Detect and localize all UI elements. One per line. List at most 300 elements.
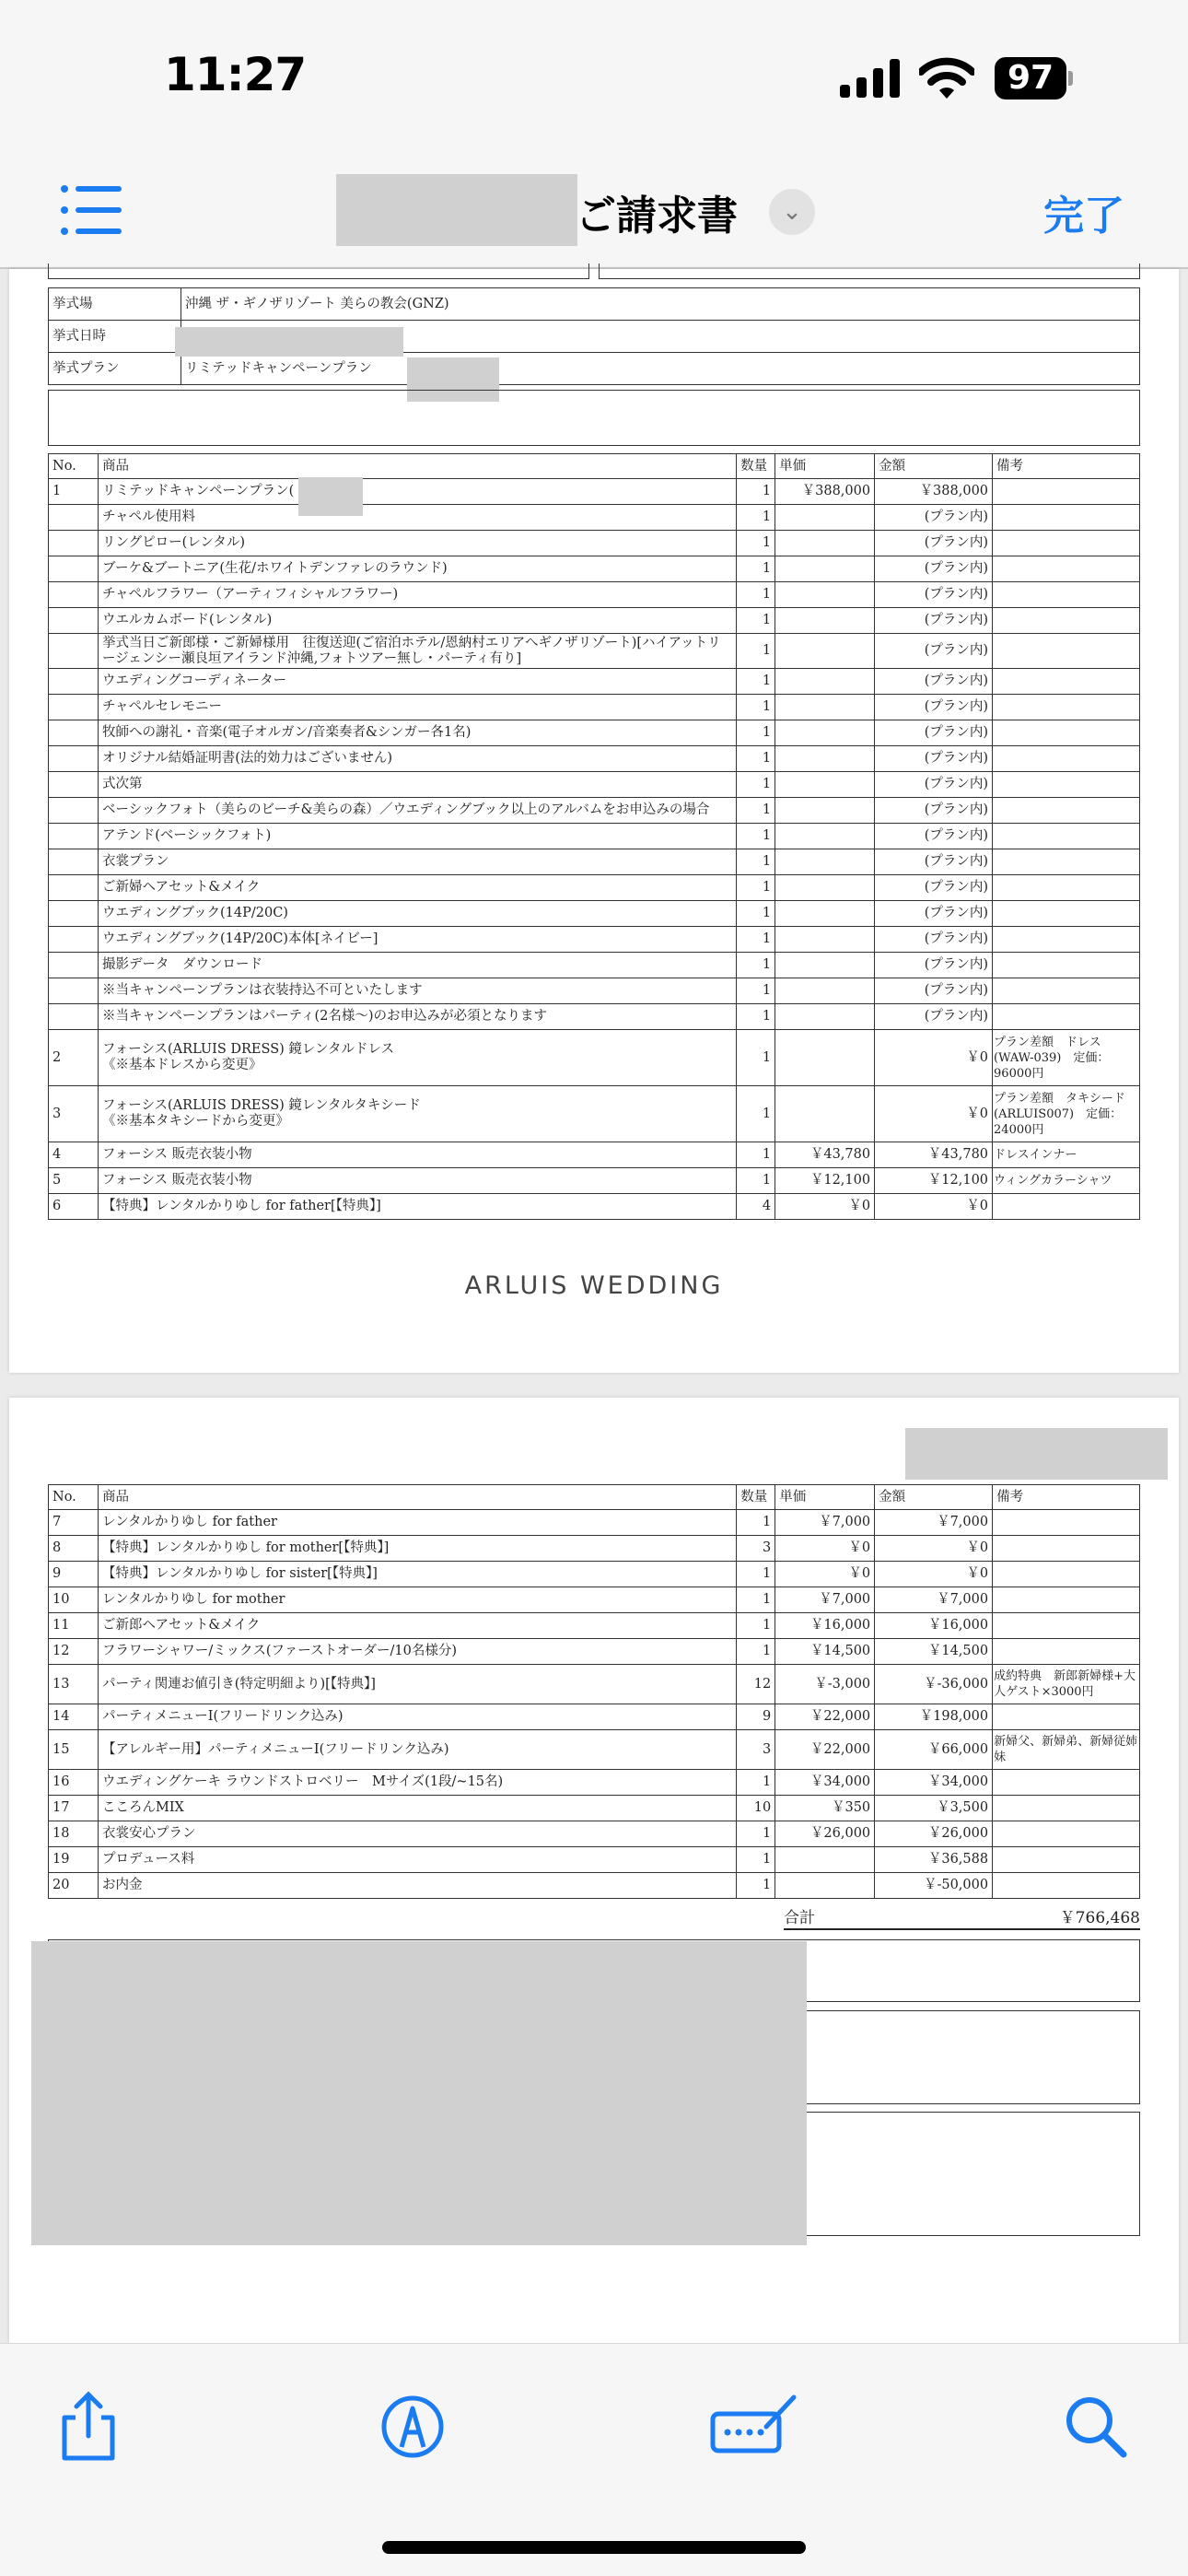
table-row [49, 875, 1140, 901]
item-no [49, 720, 99, 746]
item-unit-price [775, 634, 875, 669]
table-row [49, 1510, 1140, 1536]
item-qty: 1 [737, 1770, 775, 1796]
item-no: 17 [49, 1796, 99, 1821]
table-row [49, 1086, 1140, 1142]
item-unit-price: ￥34,000 [775, 1770, 875, 1796]
table-row [49, 669, 1140, 695]
table-row [49, 582, 1140, 608]
item-note [993, 1704, 1140, 1730]
table-header-row [49, 454, 1140, 479]
header-box-right [599, 263, 1140, 279]
item-unit-price [775, 582, 875, 608]
item-note [993, 1004, 1140, 1030]
item-qty: 1 [737, 1562, 775, 1587]
share-icon[interactable] [52, 2390, 125, 2464]
item-qty: 1 [737, 1587, 775, 1613]
item-name: フォーシス 販売衣装小物 [98, 1168, 736, 1194]
item-note [993, 582, 1140, 608]
status-bar [0, 0, 1188, 157]
info-label: 挙式場 [49, 288, 181, 321]
item-name: ブーケ&ブートニア(生花/ホワイトデンファレのラウンド) [98, 556, 736, 582]
item-unit-price [775, 720, 875, 746]
item-qty: 1 [737, 1004, 775, 1030]
item-amount: ￥-50,000 [875, 1873, 993, 1899]
item-amount: ￥198,000 [875, 1704, 993, 1730]
item-no: 9 [49, 1562, 99, 1587]
invoice-items-table-2 [48, 1484, 1140, 1899]
info-row [49, 353, 1140, 385]
table-row [49, 978, 1140, 1004]
table-row [49, 798, 1140, 824]
item-name: オリジナル結婚証明書(法的効力はございません) [98, 746, 736, 772]
redacted-payment-info [31, 1941, 807, 2245]
item-no [49, 608, 99, 634]
item-amount: ￥26,000 [875, 1821, 993, 1847]
item-qty: 1 [737, 695, 775, 720]
info-value: リミテッドキャンペーンプラン [181, 353, 1140, 385]
brand-footer: ARLUIS WEDDING [464, 1271, 724, 1300]
total-value: ￥766,468 [1059, 1909, 1140, 1927]
column-header: 商品 [98, 454, 736, 479]
item-no: 10 [49, 1587, 99, 1613]
item-amount: (プラン内) [875, 901, 993, 927]
item-amount: ￥34,000 [875, 1770, 993, 1796]
status-time: 11:27 [164, 48, 307, 101]
info-value: 沖縄 ザ・ギノザリゾート 美らの教会(GNZ) [181, 288, 1140, 321]
item-note: 成約特典 新郎新婦様+大人ゲスト×3000円 [993, 1665, 1140, 1704]
item-note: プラン差額 ドレス(WAW-039) 定価：96000円 [993, 1030, 1140, 1086]
item-note [993, 505, 1140, 531]
item-name: 撮影データ ダウンロード [98, 953, 736, 978]
item-no: 4 [49, 1142, 99, 1168]
document-page-1 [9, 269, 1179, 1373]
item-qty: 1 [737, 479, 775, 505]
item-qty: 1 [737, 772, 775, 798]
item-name: 牧師への謝礼・音楽(電子オルガン/音楽奏者&シンガー各1名) [98, 720, 736, 746]
table-row [49, 953, 1140, 978]
item-amount: ￥43,780 [875, 1142, 993, 1168]
signature-keyboard-icon[interactable] [709, 2390, 801, 2464]
battery-level: 97 [1007, 59, 1054, 97]
item-unit-price: ￥7,000 [775, 1510, 875, 1536]
item-qty: 4 [737, 1194, 775, 1220]
item-no: 2 [49, 1030, 99, 1086]
item-name: ※当キャンペーンプランは衣装持込不可といたします [98, 978, 736, 1004]
item-name: チャペル使用料 [98, 505, 736, 531]
item-note [993, 875, 1140, 901]
item-qty: 1 [737, 1168, 775, 1194]
header-box-left [48, 263, 589, 279]
item-qty: 1 [737, 1847, 775, 1873]
item-amount: ￥0 [875, 1086, 993, 1142]
item-no: 13 [49, 1665, 99, 1704]
item-name: ウエディングブック(14P/20C)本体[ネイビー] [98, 927, 736, 953]
item-no: 16 [49, 1770, 99, 1796]
item-note [993, 1613, 1140, 1639]
item-no [49, 901, 99, 927]
chevron-down-icon[interactable]: ⌄ [769, 189, 815, 235]
item-unit-price [775, 978, 875, 1004]
table-row [49, 927, 1140, 953]
table-row [49, 746, 1140, 772]
item-amount: ￥16,000 [875, 1613, 993, 1639]
item-no: 18 [49, 1821, 99, 1847]
markup-pen-icon[interactable] [376, 2390, 449, 2464]
item-qty: 1 [737, 798, 775, 824]
item-qty: 1 [737, 720, 775, 746]
item-amount: ￥0 [875, 1536, 993, 1562]
item-note: ウィングカラーシャツ [993, 1168, 1140, 1194]
item-unit-price [775, 875, 875, 901]
item-no [49, 953, 99, 978]
item-name: こころんMIX [98, 1796, 736, 1821]
item-qty: 1 [737, 556, 775, 582]
item-name: チャペルセレモニー [98, 695, 736, 720]
item-qty: 1 [737, 1510, 775, 1536]
item-no: 8 [49, 1536, 99, 1562]
item-no [49, 505, 99, 531]
table-row [49, 1142, 1140, 1168]
item-amount: (プラン内) [875, 582, 993, 608]
item-no [49, 927, 99, 953]
item-name: リングピロー(レンタル) [98, 531, 736, 556]
table-row [49, 1168, 1140, 1194]
item-name: フォーシス(ARLUIS DRESS) 鏡レンタルタキシード 《※基本タキシードから変更》 [98, 1086, 736, 1142]
item-amount: ￥0 [875, 1194, 993, 1220]
item-note [993, 1847, 1140, 1873]
item-name: ご新婦ヘアセット&メイク [98, 875, 736, 901]
item-amount: (プラン内) [875, 720, 993, 746]
item-name: ご新郎ヘアセット&メイク [98, 1613, 736, 1639]
item-amount: (プラン内) [875, 608, 993, 634]
item-qty: 1 [737, 531, 775, 556]
item-amount: (プラン内) [875, 1004, 993, 1030]
table-row [49, 1536, 1140, 1562]
item-no: 6 [49, 1194, 99, 1220]
item-note [993, 953, 1140, 978]
item-amount: (プラン内) [875, 849, 993, 875]
item-qty: 1 [737, 1639, 775, 1665]
item-amount: (プラン内) [875, 634, 993, 669]
item-qty: 1 [737, 1142, 775, 1168]
item-unit-price: ￥7,000 [775, 1587, 875, 1613]
item-name: ※当キャンペーンプランはパーティ(2名様〜)のお申込みが必須となります [98, 1004, 736, 1030]
item-qty: 1 [737, 634, 775, 669]
item-unit-price [775, 695, 875, 720]
item-amount: (プラン内) [875, 505, 993, 531]
table-row [49, 824, 1140, 849]
notes-box [48, 390, 1140, 446]
item-qty: 1 [737, 1821, 775, 1847]
item-name: ウエディングケーキ ラウンドストロベリー Mサイズ(1段/~15名) [98, 1770, 736, 1796]
item-qty: 1 [737, 505, 775, 531]
item-name: 【特典】レンタルかりゆし for sister[【特典】] [98, 1562, 736, 1587]
total-label: 合計 [784, 1909, 815, 1927]
table-row [49, 901, 1140, 927]
item-unit-price: ￥12,100 [775, 1168, 875, 1194]
item-name: お内金 [98, 1873, 736, 1899]
item-no [49, 556, 99, 582]
table-row [49, 720, 1140, 746]
table-row [49, 1004, 1140, 1030]
item-no: 7 [49, 1510, 99, 1536]
item-note [993, 1796, 1140, 1821]
item-note [993, 1194, 1140, 1220]
item-name: フォーシス(ARLUIS DRESS) 鏡レンタルドレス 《※基本ドレスから変更》 [98, 1030, 736, 1086]
item-qty: 12 [737, 1665, 775, 1704]
table-row [49, 1730, 1140, 1770]
item-unit-price [775, 824, 875, 849]
table-row [49, 1194, 1140, 1220]
item-amount: (プラン内) [875, 798, 993, 824]
item-name: 【特典】レンタルかりゆし for mother[【特典】] [98, 1536, 736, 1562]
item-no: 11 [49, 1613, 99, 1639]
item-no [49, 746, 99, 772]
table-row [49, 772, 1140, 798]
item-note [993, 798, 1140, 824]
item-qty: 9 [737, 1704, 775, 1730]
item-name: 挙式当日ご新郎様・ご新婦様用 往復送迎(ご宿泊ホテル/恩納村エリアへギノザリゾート)[ハイアットリージェンシー瀬良垣アイランド沖縄,フォトツアー無し・パーティ有り] [98, 634, 736, 669]
item-note [993, 1562, 1140, 1587]
item-name: ウエディングブック(14P/20C) [98, 901, 736, 927]
item-amount: ￥12,100 [875, 1168, 993, 1194]
info-row [49, 288, 1140, 321]
item-note [993, 824, 1140, 849]
item-amount: ￥0 [875, 1030, 993, 1086]
item-amount: ￥7,000 [875, 1587, 993, 1613]
home-indicator[interactable] [382, 2541, 806, 2554]
column-header: 数量 [737, 1485, 775, 1510]
item-name: ベーシックフォト（美らのビーチ&美らの森）／ウエディングブック以上のアルバムをお申込みの場合 [98, 798, 736, 824]
item-no [49, 1004, 99, 1030]
item-no [49, 582, 99, 608]
table-row [49, 1796, 1140, 1821]
cellular-signal-icon [840, 59, 901, 98]
item-name: レンタルかりゆし for mother [98, 1587, 736, 1613]
item-note [993, 927, 1140, 953]
item-no: 1 [49, 479, 99, 505]
item-unit-price [775, 669, 875, 695]
table-row [49, 505, 1140, 531]
item-note: プラン差額 タキシード(ARLUIS007) 定価：24000円 [993, 1086, 1140, 1142]
item-unit-price [775, 901, 875, 927]
item-name: プロデュース料 [98, 1847, 736, 1873]
list-menu-icon[interactable] [61, 184, 125, 236]
item-note [993, 1639, 1140, 1665]
item-note [993, 669, 1140, 695]
item-unit-price: ￥0 [775, 1562, 875, 1587]
item-note: 新婦父、新婦弟、新婦従姉妹 [993, 1730, 1140, 1770]
item-amount: (プラン内) [875, 927, 993, 953]
table-row [49, 1770, 1140, 1796]
redacted-title-prefix [336, 174, 577, 246]
table-header-row [49, 1485, 1140, 1510]
item-unit-price: ￥0 [775, 1536, 875, 1562]
item-amount: ￥0 [875, 1562, 993, 1587]
item-amount: ￥14,500 [875, 1639, 993, 1665]
item-note [993, 634, 1140, 669]
item-note [993, 1873, 1140, 1899]
item-note [993, 1510, 1140, 1536]
item-qty: 1 [737, 1086, 775, 1142]
item-name: アテンド(ベーシックフォト) [98, 824, 736, 849]
item-unit-price [775, 927, 875, 953]
item-amount: ￥66,000 [875, 1730, 993, 1770]
column-header: 単価 [775, 1485, 875, 1510]
item-unit-price: ￥-3,000 [775, 1665, 875, 1704]
table-row [49, 1665, 1140, 1704]
item-amount: (プラン内) [875, 953, 993, 978]
table-row [49, 1030, 1140, 1086]
item-unit-price [775, 772, 875, 798]
item-name: ウエディングコーディネーター [98, 669, 736, 695]
item-note [993, 1587, 1140, 1613]
item-no: 3 [49, 1086, 99, 1142]
navigation-bar [0, 157, 1188, 269]
table-row [49, 1613, 1140, 1639]
redacted-date [175, 327, 403, 357]
item-amount: (プラン内) [875, 746, 993, 772]
item-note [993, 608, 1140, 634]
item-note [993, 1536, 1140, 1562]
search-icon[interactable] [1059, 2390, 1133, 2464]
item-qty: 1 [737, 746, 775, 772]
item-unit-price [775, 1873, 875, 1899]
item-unit-price: ￥26,000 [775, 1821, 875, 1847]
item-qty: 1 [737, 1030, 775, 1086]
item-name: チャペルフラワー（アーティフィシャルフラワー) [98, 582, 736, 608]
item-no: 5 [49, 1168, 99, 1194]
item-name: 【特典】レンタルかりゆし for father[【特典】] [98, 1194, 736, 1220]
table-row [49, 1704, 1140, 1730]
item-no: 14 [49, 1704, 99, 1730]
item-amount: (プラン内) [875, 875, 993, 901]
column-header: 備考 [993, 454, 1140, 479]
item-name: リミテッドキャンペーンプラン( [98, 479, 736, 505]
item-unit-price: ￥14,500 [775, 1639, 875, 1665]
item-amount: ￥3,500 [875, 1796, 993, 1821]
item-unit-price: ￥350 [775, 1796, 875, 1821]
item-qty: 1 [737, 582, 775, 608]
item-unit-price [775, 798, 875, 824]
item-qty: 10 [737, 1796, 775, 1821]
item-unit-price [775, 1086, 875, 1142]
item-unit-price [775, 608, 875, 634]
item-name: 【アレルギー用】パーティメニューⅠ(フリードリンク込み) [98, 1730, 736, 1770]
item-name: パーティメニューⅠ(フリードリンク込み) [98, 1704, 736, 1730]
item-qty: 1 [737, 608, 775, 634]
column-header: No. [49, 1485, 99, 1510]
item-note [993, 479, 1140, 505]
table-row [49, 531, 1140, 556]
done-button[interactable]: 完了 [1043, 193, 1124, 240]
table-row [49, 1821, 1140, 1847]
item-note [993, 901, 1140, 927]
table-row [49, 1587, 1140, 1613]
item-no: 19 [49, 1847, 99, 1873]
item-qty: 3 [737, 1730, 775, 1770]
item-note [993, 556, 1140, 582]
battery-cap-icon [1068, 71, 1073, 86]
item-amount: (プラン内) [875, 531, 993, 556]
table-row [49, 556, 1140, 582]
item-unit-price: ￥43,780 [775, 1142, 875, 1168]
item-unit-price [775, 556, 875, 582]
wifi-icon [919, 55, 974, 100]
item-note [993, 720, 1140, 746]
item-qty: 1 [737, 901, 775, 927]
item-qty: 1 [737, 978, 775, 1004]
battery-indicator [995, 57, 1066, 100]
item-no [49, 669, 99, 695]
item-name: パーティ関連お値引き(特定明細より)[【特典】] [98, 1665, 736, 1704]
item-amount: ￥-36,000 [875, 1665, 993, 1704]
item-amount: ￥388,000 [875, 479, 993, 505]
column-header: 商品 [98, 1485, 736, 1510]
item-qty: 1 [737, 875, 775, 901]
redacted-header [905, 1428, 1168, 1480]
item-no: 20 [49, 1873, 99, 1899]
item-amount: (プラン内) [875, 669, 993, 695]
item-qty: 1 [737, 927, 775, 953]
redacted-plan-name [298, 477, 363, 516]
item-qty: 1 [737, 1873, 775, 1899]
item-note [993, 695, 1140, 720]
table-row [49, 1847, 1140, 1873]
table-row [49, 1562, 1140, 1587]
table-row [49, 1639, 1140, 1665]
item-qty: 1 [737, 824, 775, 849]
column-header: 金額 [875, 1485, 993, 1510]
item-unit-price [775, 505, 875, 531]
item-note: ドレスインナー [993, 1142, 1140, 1168]
item-unit-price [775, 953, 875, 978]
item-name: 式次第 [98, 772, 736, 798]
item-note [993, 772, 1140, 798]
item-no: 12 [49, 1639, 99, 1665]
item-unit-price [775, 746, 875, 772]
item-amount: (プラン内) [875, 556, 993, 582]
item-unit-price [775, 1847, 875, 1873]
item-amount: ￥36,588 [875, 1847, 993, 1873]
item-note [993, 849, 1140, 875]
item-amount: (プラン内) [875, 824, 993, 849]
item-qty: 1 [737, 849, 775, 875]
item-no [49, 695, 99, 720]
item-name: ウエルカムボード(レンタル) [98, 608, 736, 634]
info-label: 挙式日時 [49, 321, 181, 353]
item-no [49, 634, 99, 669]
item-note [993, 978, 1140, 1004]
item-no: 15 [49, 1730, 99, 1770]
item-no [49, 772, 99, 798]
column-header: 数量 [737, 454, 775, 479]
item-note [993, 746, 1140, 772]
document-title[interactable]: ご請求書 [576, 193, 738, 240]
item-qty: 1 [737, 1613, 775, 1639]
column-header: 備考 [993, 1485, 1140, 1510]
item-note [993, 1821, 1140, 1847]
item-note [993, 531, 1140, 556]
item-no [49, 978, 99, 1004]
item-unit-price [775, 531, 875, 556]
column-header: 金額 [875, 454, 993, 479]
item-unit-price: ￥0 [775, 1194, 875, 1220]
item-name: フラワーシャワー/ミックス(ファーストオーダー/10名様分) [98, 1639, 736, 1665]
item-no [49, 531, 99, 556]
item-amount: (プラン内) [875, 772, 993, 798]
